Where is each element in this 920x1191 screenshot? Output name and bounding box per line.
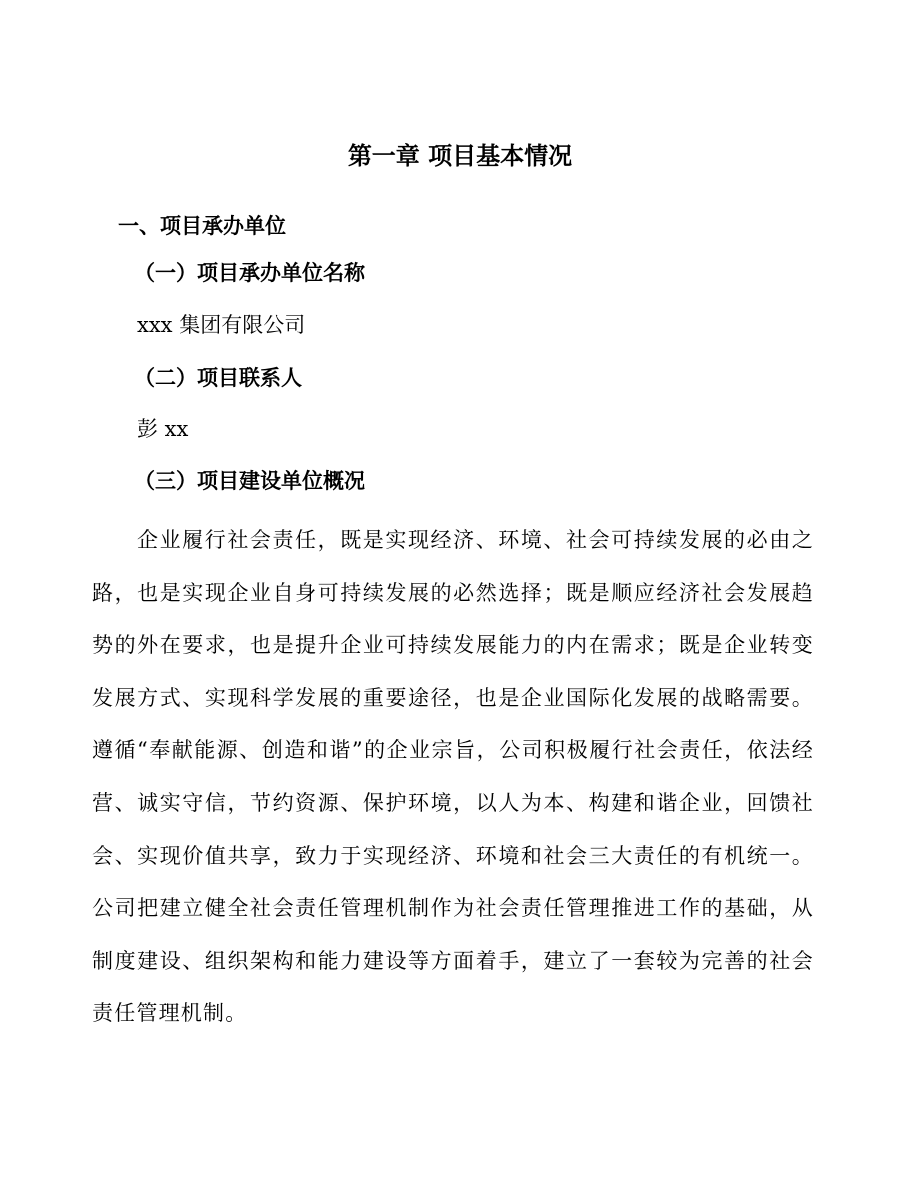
- subsection-heading-unit-name: （一）项目承办单位名称: [134, 261, 365, 285]
- subsection-heading-construction-unit-overview: （三）项目建设单位概况: [134, 469, 365, 493]
- section-heading-undertaking-unit: 一、项目承办单位: [118, 214, 286, 238]
- construction-unit-overview-paragraph: 企业履行社会责任，既是实现经济、环境、社会可持续发展的必由之路，也是实现企业自身可持续发展的必然选择；既是顺应经济社会发展趋势的外在要求，也是提升企业可持续发展能力的内在需求；既是企业转变发展方式、实现科学发展的重要途径，也是企业国际化发展的战略需要。遵循“奉献能源、创造和谐”的企业宗旨，公司积极履行社会责任，依法经营、诚实守信，节约资源、保护环境，以人为本、构建和谐企业，回馈社会、实现价值共享，致力于实现经济、环境和社会三大责任的有机统一。公司把建立健全社会责任管理机制作为社会责任管理推进工作的基础，从制度建设、组织架构和能力建设等方面着手，建立了一套较为完善的社会责任管理机制。: [92, 528, 814, 1026]
- unit-name-text: xxx 集团有限公司: [137, 313, 306, 337]
- contact-person-text: 彭 xx: [137, 417, 189, 441]
- chapter-title: 第一章 项目基本情况: [347, 142, 573, 170]
- subsection-heading-contact-person: （二）项目联系人: [134, 366, 302, 390]
